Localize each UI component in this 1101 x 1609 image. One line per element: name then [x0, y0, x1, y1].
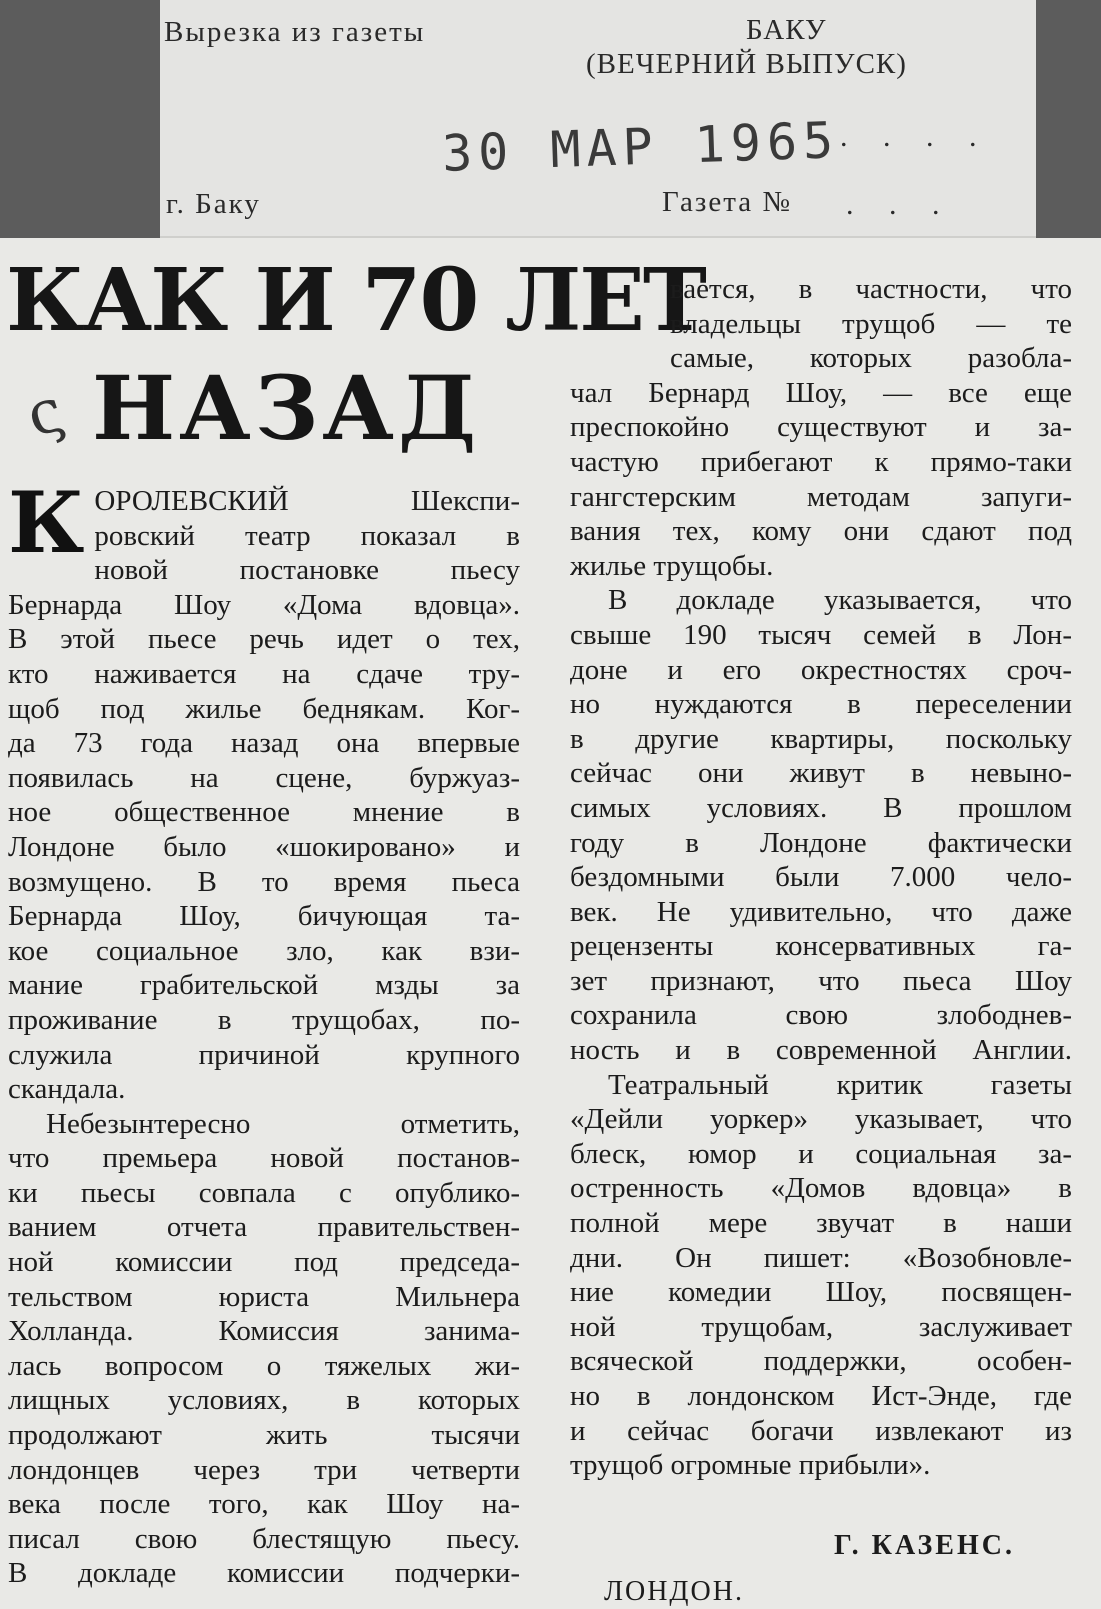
text-line: ной комиссии под председа- — [8, 1246, 520, 1279]
text-line: году в Лондоне фактически — [570, 826, 1072, 859]
text-line: ки пьесы совпала с опублико- — [8, 1176, 520, 1209]
text-line: вания тех, кому они сдают под — [570, 515, 1072, 548]
paragraph-report — [570, 583, 1072, 1067]
clipping-from-label: Вырезка из газеты — [164, 16, 426, 48]
headline-line-2: НАЗАД — [92, 356, 481, 460]
dateline-place: ЛОНДОН. — [604, 1576, 744, 1607]
text-line: что премьера новой постанов- — [8, 1142, 520, 1175]
text-line: Лондоне было «шокировано» и — [8, 830, 520, 863]
text-line: зет признают, что пьеса Шоу — [570, 964, 1072, 997]
text-line: ной трущобам, заслуживает — [570, 1310, 1072, 1343]
text-line: трущоб огромные прибыли». — [570, 1449, 931, 1482]
newspaper-clipping — [0, 238, 1101, 1609]
text-line: Холланда. Комиссия занима- — [8, 1315, 520, 1348]
text-line: Театральный критик газеты — [608, 1068, 1072, 1101]
text-line: самые, которых разобла- — [670, 342, 1072, 375]
text-line: сохранила свою злободнев- — [570, 999, 1072, 1032]
text-line: ное общественное мнение в — [8, 796, 520, 829]
text-line: кое социальное зло, как взи- — [8, 934, 520, 967]
text-line: ность и в современной Англии. — [570, 1034, 1072, 1067]
text-line: ровский театр показал в — [94, 519, 520, 552]
author-signature: Г. КАЗЕНС. — [834, 1530, 1015, 1561]
text-line: века после того, как Шоу на- — [8, 1488, 520, 1521]
text-line: «Дейли уоркер» указывает, что — [570, 1103, 1072, 1136]
text-line: полной мере звучат в наши — [570, 1207, 1072, 1240]
text-line: писал свою блестящую пьесу. — [8, 1522, 520, 1555]
dotted-leader-2: . . . — [846, 188, 954, 221]
date-stamp: 30 МАР 1965 — [441, 111, 841, 183]
text-line: появилась на сцене, буржуаз- — [8, 761, 520, 794]
drop-cap: К — [8, 473, 85, 572]
text-line: ние комедии Шоу, посвящен- — [570, 1276, 1072, 1309]
city-label: г. Баку — [166, 188, 261, 220]
text-line: симых условиях. В прошлом — [570, 791, 1072, 824]
pencil-mark: ς — [18, 374, 72, 452]
text-line: вается, в частности, что — [670, 273, 1072, 305]
column-right — [570, 272, 1072, 1483]
text-line: возмущено. В то время пьеса — [8, 865, 520, 898]
text-line: В этой пьесе речь идет о тех, — [8, 623, 520, 656]
text-line: продолжают жить тысячи — [8, 1419, 520, 1452]
text-line: лищных условиях, в которых — [8, 1384, 520, 1417]
text-line: блеск, юмор и социальная за- — [570, 1137, 1072, 1170]
text-line: тельством юриста Мильнера — [8, 1280, 520, 1313]
text-line: Бернарда Шоу, бичующая та- — [8, 900, 520, 933]
text-line: в другие квартиры, поскольку — [570, 722, 1072, 755]
text-line: свыше 190 тысяч семей в Лон- — [570, 618, 1072, 651]
text-line: чал Бернард Шоу, — все еще — [570, 376, 1072, 409]
text-line: лась вопросом о тяжелых жи- — [8, 1349, 520, 1382]
text-line: но в лондонском Ист-Энде, где — [570, 1380, 1072, 1412]
text-line: лондонцев через три четверти — [8, 1453, 520, 1486]
paragraph-continued — [570, 272, 1072, 583]
text-line: да 73 года назад она впервые — [8, 727, 520, 760]
column-left — [8, 473, 520, 1591]
archive-label-card — [160, 0, 1036, 238]
text-line: владельцы трущоб — те — [670, 307, 1072, 340]
text-line: жилье трущобы. — [570, 549, 774, 582]
text-line: мание грабительской мзды за — [8, 969, 520, 1002]
lead-lines-rest — [8, 588, 520, 1107]
text-line: скандала. — [8, 1073, 126, 1106]
text-line: служила причиной крупного — [8, 1038, 520, 1071]
text-line: В докладе комиссии подчерки- — [8, 1557, 520, 1590]
text-line: Небезынтересно отметить, — [46, 1107, 520, 1140]
text-line: доне и его окрестностях сроч- — [570, 653, 1072, 686]
text-line: преспокойно существуют и за- — [570, 411, 1072, 444]
text-line: и сейчас богачи извлекают из — [570, 1414, 1072, 1447]
headline-line-1: КАК И 70 ЛЕТ — [6, 250, 705, 351]
text-line: остренность «Домов вдовца» в — [570, 1172, 1072, 1205]
text-line: гангстерским методам запуги- — [570, 480, 1072, 513]
text-line: всяческой поддержки, особен- — [570, 1345, 1072, 1378]
text-line: проживание в трущобах, по- — [8, 1003, 520, 1036]
newspaper-name: БАКУ — [746, 14, 827, 46]
text-line: ванием отчета правительствен- — [8, 1211, 520, 1244]
text-line: век. Не удивительно, что даже — [570, 895, 1072, 928]
paragraph-critic — [570, 1068, 1072, 1483]
lead-paragraph — [8, 473, 520, 1107]
text-line: кто наживается на сдаче тру- — [8, 657, 520, 690]
text-line: новой постановке пьесу — [94, 554, 520, 587]
text-line: частую прибегают к прямо-таки — [570, 445, 1072, 478]
newspaper-number-label: Газета № — [662, 186, 793, 218]
text-line: Бернарда Шоу «Дома вдовца». — [8, 588, 520, 621]
dotted-leader: . . . . — [840, 120, 991, 153]
text-line: дни. Он пишет: «Возобновле- — [570, 1241, 1072, 1274]
lead-lines — [8, 473, 520, 588]
text-line: бездомными были 7.000 чело- — [570, 861, 1072, 894]
text-line: щоб под жилье беднякам. Ког- — [8, 692, 520, 725]
newspaper-edition: (ВЕЧЕРНИЙ ВЫПУСК) — [586, 48, 907, 80]
paragraph-2 — [8, 1107, 520, 1591]
text-line: сейчас они живут в невыно- — [570, 757, 1072, 790]
text-line: рецензенты консервативных га- — [570, 930, 1072, 963]
text-line: В докладе указывается, что — [608, 584, 1072, 617]
text-line: ОРОЛЕВСКИЙ Шекспи- — [94, 485, 520, 517]
text-line: но нуждаются в переселении — [570, 688, 1072, 721]
